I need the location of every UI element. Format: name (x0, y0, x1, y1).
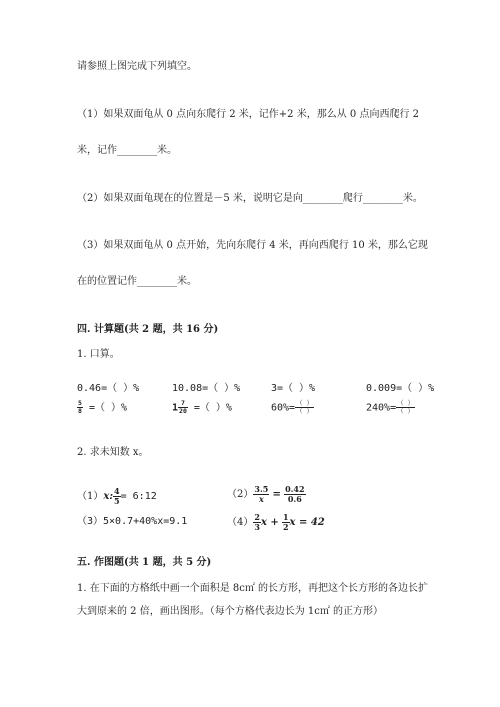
section-5-title: 五. 作图题(共 1 题，共 5 分) (77, 557, 212, 568)
fraction-5-8: $\frac{5}{8}$ (78, 399, 82, 415)
solve-title: 2. 求未知数 x。 (77, 447, 149, 458)
fraction-2-3: $\frac{2}{3}$ (254, 512, 260, 532)
fraction-4-5: $\frac{4}{5}$ (114, 486, 120, 506)
intro-text: 请参照上图完成下列填空。 (77, 61, 197, 72)
q1-line-1: （1）如果双面龟从 0 点向东爬行 2 米，记作+2 米，那么从 0 点向西爬行 2 (77, 109, 419, 120)
equation-1: （1）x: $\frac{4}{5}$ = 6:12 (77, 486, 157, 506)
fraction-blank-blank: $\frac{( )}{( )}$ (397, 399, 415, 415)
oral-r2c1: $\frac{5}{8}$ =（ ）% (78, 399, 128, 415)
fraction-1-2: $\frac{1}{2}$ (282, 512, 289, 532)
draw-question-line-1: 1. 在下面的方格纸中画一个面积是 8c㎡ 的长方形，再把这个长方形的各边长扩 (77, 583, 429, 594)
q2-text: （2）如果双面龟现在的位置是－5 米，说明它是向________爬行________米。 (77, 193, 423, 204)
oral-r2c4: 240%= $\frac{( )}{( )}$ (366, 399, 415, 415)
equation-3: （3）5×0.7+40%x=9.1 (77, 516, 188, 527)
q3-line-2: 在的位置记作________米。 (77, 276, 197, 287)
fraction-7-20: $\frac{7}{20}$ (179, 399, 187, 415)
oral-r1c3: 3=（ ）% (271, 383, 316, 394)
fraction-blank-blank: $\frac{( )}{( )}$ (296, 399, 314, 415)
section-4-title: 四. 计算题(共 2 题，共 16 分) (77, 324, 219, 335)
draw-question-line-2: 大到原来的 2 倍，画出图形。（每个方格代表边长为 1c㎡ 的正方形） (77, 606, 384, 617)
fraction-0.42-0.6: $\frac{0.42}{0.6}$ (285, 484, 305, 504)
oral-r2c3: 60%= $\frac{( )}{( )}$ (271, 399, 314, 415)
q3-line-1: （3）如果双面龟从 0 点开始，先向东爬行 4 米，再向西爬行 10 米，那么它现 (77, 240, 428, 251)
fraction-3.5-x: $\frac{3.5}{x}$ (254, 484, 269, 504)
equation-2: （2） $\frac{3.5}{x}$ = $\frac{0.42}{0.6}$ (227, 484, 305, 504)
oral-title: 1. 口算。 (77, 349, 120, 360)
equation-4: （4） $\frac{2}{3}$ x + $\frac{1}{2}$ x = 42 (227, 512, 325, 532)
oral-r2c2: 1 $\frac{7}{20}$ =（ ）% (172, 399, 232, 415)
q1-line-2: 米，记作________米。 (77, 145, 177, 156)
oral-r1c1: 0.46=（ ）% (77, 383, 140, 394)
oral-r1c4: 0.009=（ ）% (366, 383, 435, 394)
oral-r1c2: 10.08=（ ）% (172, 383, 241, 394)
